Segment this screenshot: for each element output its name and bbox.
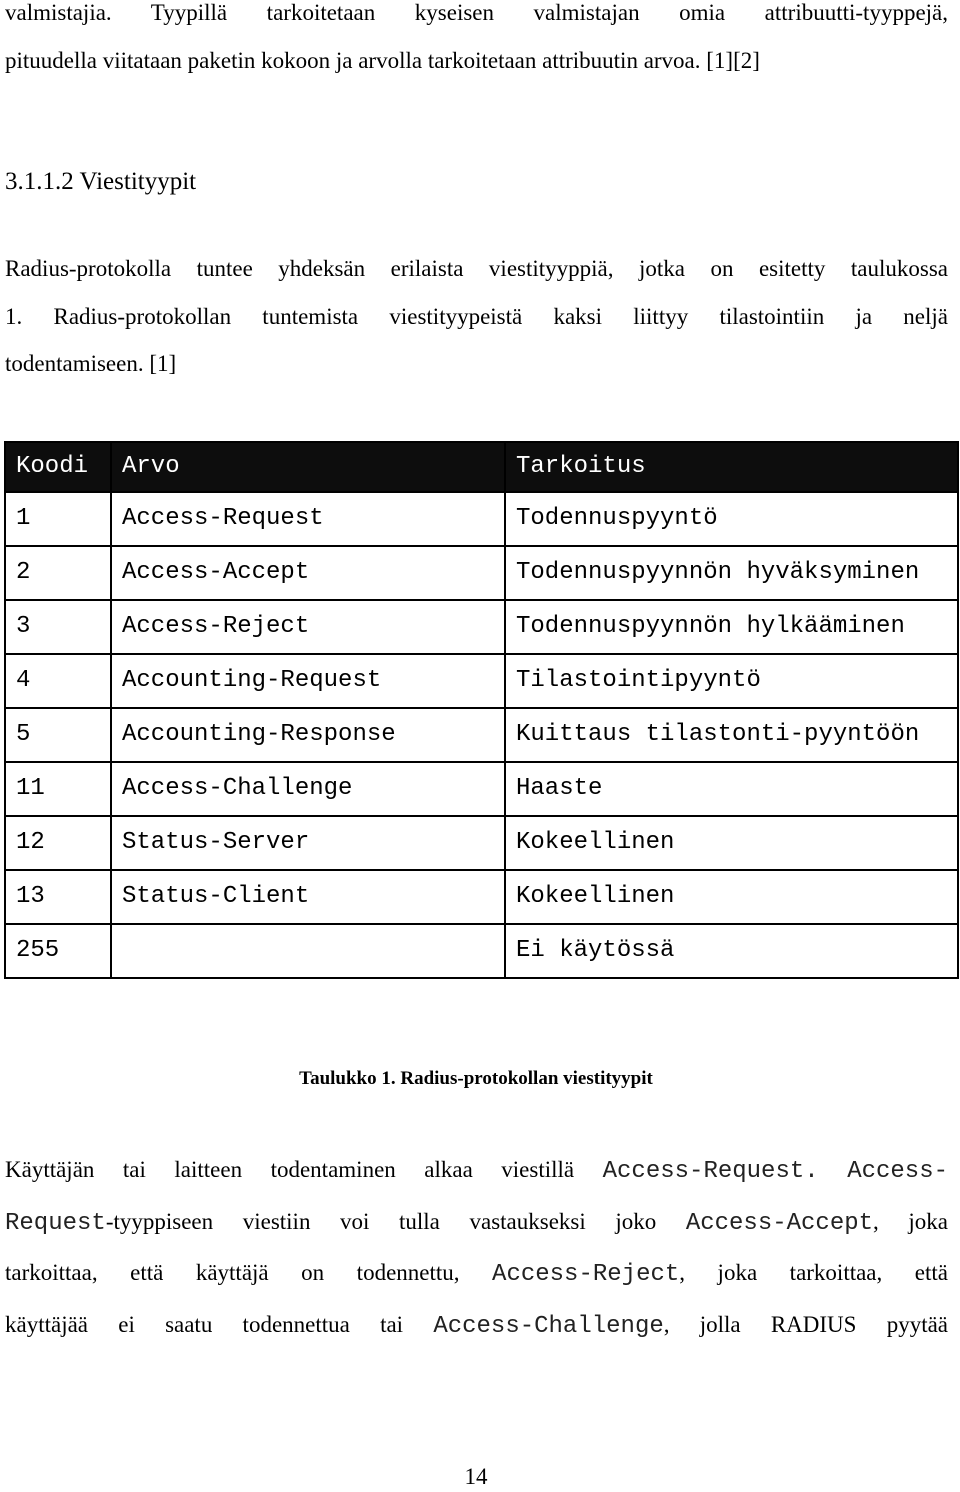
intro-line-1: valmistajia. Tyypillä tarkoitetaan kyseisen valmistajan omia attribuutti-tyyppejä,	[5, 0, 948, 25]
cell-purpose: Tilastointipyyntö	[505, 654, 958, 708]
inline-code: Access-Reject	[492, 1261, 680, 1288]
closing-text: -tyyppiseen viestiin voi tulla vastaukseksi joko	[105, 1208, 686, 1234]
cell-purpose: Todennuspyynnön hylkääminen	[505, 600, 958, 654]
section-paragraph	[5, 245, 948, 388]
cell-value: Access-Challenge	[111, 762, 505, 816]
table-row	[5, 762, 958, 816]
closing-text: , jolla RADIUS pyytää	[663, 1311, 948, 1337]
cell-purpose: Kokeellinen	[505, 870, 958, 924]
closing-line-2	[5, 1197, 948, 1249]
section-heading: 3.1.1.2 Viestityypit	[5, 168, 197, 195]
cell-value: Access-Accept	[111, 546, 505, 600]
cell-code: 12	[5, 816, 111, 870]
cell-code: 3	[5, 600, 111, 654]
cell-code: 2	[5, 546, 111, 600]
cell-code: 11	[5, 762, 111, 816]
cell-value	[111, 924, 505, 978]
closing-line-1	[5, 1145, 948, 1197]
header-value: Arvo	[111, 442, 505, 492]
cell-code: 1	[5, 492, 111, 546]
cell-value: Access-Request	[111, 492, 505, 546]
inline-code: Access-Request.	[602, 1158, 819, 1185]
header-purpose: Tarkoitus	[505, 442, 958, 492]
header-code: Koodi	[5, 442, 111, 492]
cell-value: Accounting-Response	[111, 708, 505, 762]
section-line-1: Radius-protokolla tuntee yhdeksän erilaista viestityyppiä, jotka on esitetty taulukossa	[5, 256, 948, 281]
inline-code: Access-Accept	[685, 1209, 874, 1237]
table-caption: Taulukko 1. Radius-protokollan viestityypit	[299, 1068, 653, 1089]
table-row	[5, 546, 958, 600]
table-row	[5, 708, 958, 762]
closing-text: , joka tarkoittaa, että	[679, 1260, 948, 1285]
closing-text: , joka	[873, 1208, 948, 1234]
cell-value: Status-Server	[111, 816, 505, 870]
cell-value: Access-Reject	[111, 600, 505, 654]
cell-purpose: Kuittaus tilastonti-pyyntöön	[505, 708, 958, 762]
cell-purpose: Todennuspyyntö	[505, 492, 958, 546]
closing-text: käyttäjää ei saatu todennettua tai	[5, 1311, 434, 1337]
inline-code: Access-	[847, 1158, 949, 1185]
section-line-2: 1. Radius-protokollan tuntemista viestityypeistä kaksi liittyy tilastointiin ja neljä	[5, 303, 948, 329]
section-line-3: todentamiseen. [1]	[5, 351, 177, 376]
cell-code: 13	[5, 870, 111, 924]
closing-line-3	[5, 1248, 948, 1300]
cell-value: Status-Client	[111, 870, 505, 924]
message-types-table	[4, 441, 959, 979]
intro-line-2: pituudella viitataan paketin kokoon ja arvolla tarkoitetaan attribuutin arvoa. [1][2]	[5, 47, 760, 73]
table-row	[5, 816, 958, 870]
closing-line-4	[5, 1300, 948, 1352]
cell-purpose: Todennuspyynnön hyväksyminen	[505, 546, 958, 600]
closing-text: tarkoittaa, että käyttäjä on todennettu,	[5, 1260, 493, 1285]
cell-purpose: Haaste	[505, 762, 958, 816]
cell-code: 4	[5, 654, 111, 708]
page-number: 14	[464, 1464, 488, 1489]
table-row	[5, 924, 958, 978]
closing-paragraph	[5, 1145, 948, 1351]
cell-code: 5	[5, 708, 111, 762]
cell-value: Accounting-Request	[111, 654, 505, 708]
table-row	[5, 654, 958, 708]
table-row	[5, 870, 958, 924]
table-header-row	[5, 442, 958, 492]
table-row	[5, 492, 958, 546]
intro-paragraph	[5, 0, 948, 84]
cell-purpose: Ei käytössä	[505, 924, 958, 978]
cell-code: 255	[5, 924, 111, 978]
table-row	[5, 600, 958, 654]
inline-code: Request	[5, 1209, 106, 1237]
inline-code: Access-Challenge	[433, 1312, 664, 1340]
closing-text: Käyttäjän tai laitteen todentaminen alkaa viestillä	[5, 1157, 603, 1182]
cell-purpose: Kokeellinen	[505, 816, 958, 870]
